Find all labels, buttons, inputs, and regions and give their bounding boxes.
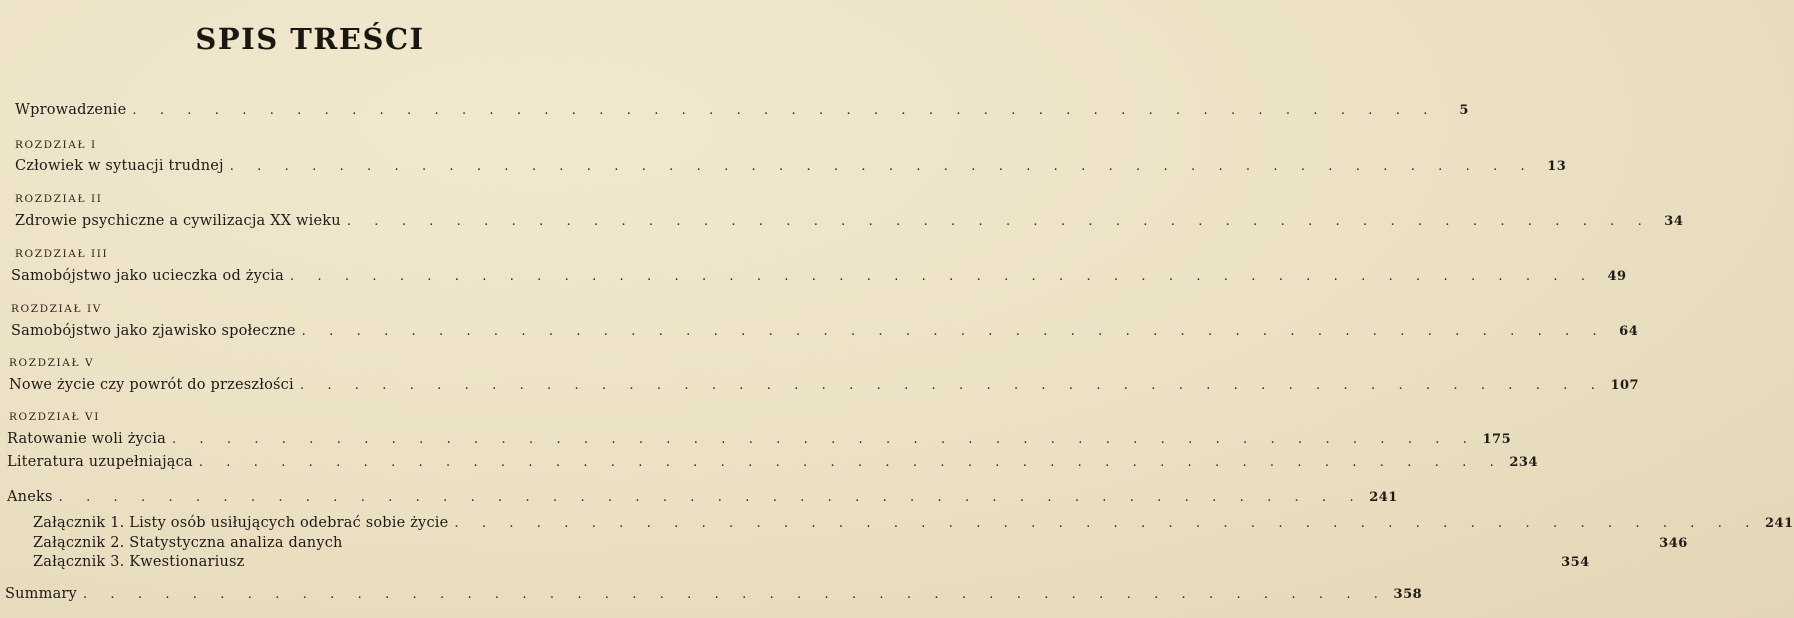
toc-page-number: 5 <box>1459 103 1469 118</box>
page-title: SPIS TREŚCI <box>195 22 425 56</box>
toc-entry-label: Załącznik 3. Kwestionariusz <box>33 554 245 570</box>
leader-dots: . . . . . . . . . . . . . . . . . . . . . . . . . . . . . . . . . . . . . . . . . . . . . . . . <box>289 269 1595 284</box>
leader-dots: . . . . . . . . . . . . . . . . . . . . . . . . . . . . . . . . . . . . . . . . . . . . . . . . <box>58 490 1364 505</box>
toc-entry-label: Summary <box>5 586 77 602</box>
chapter-heading: ROZDZIAŁ II <box>15 193 103 205</box>
toc-entry-label: Nowe życie czy powrót do przeszłości <box>9 377 294 393</box>
toc-entry-chapter-2[interactable] <box>15 210 1684 232</box>
toc-entry-chapter-5[interactable] <box>9 374 1640 396</box>
toc-page-number: 175 <box>1482 432 1512 447</box>
leader-dots: . . . . . . . . . . . . . . . . . . . . . . . . . . . . . . . . . . . . . . . . . . . . . . . . <box>301 324 1607 339</box>
toc-page-number: 241 <box>1369 490 1398 505</box>
toc-entry-annex[interactable] <box>7 486 1398 508</box>
leader-dots: . . . . . . . . . . . . . . . . . . . . . . . . . . . . . . . . . . . . . . . . . . . . . . . . <box>299 378 1605 393</box>
toc-entry-literature[interactable] <box>7 451 1539 473</box>
toc-entry-introduction[interactable] <box>15 99 1469 121</box>
toc-page-number: 107 <box>1610 378 1640 393</box>
toc-page-number: 34 <box>1664 214 1684 229</box>
toc-entry-label: Człowiek w sytuacji trudnej <box>15 158 224 174</box>
leader-dots: . . . . . . . . . . . . . . . . . . . . . . . . . . . . . . . . . . . . . . . . . . . . . . . . <box>229 159 1535 174</box>
toc-entry-summary[interactable] <box>5 583 1423 605</box>
leader-dots: . . . . . . . . . . . . . . . . . . . . . . . . . . . . . . . . . . . . . . . . . . . . . . . . <box>132 103 1437 118</box>
toc-page-number: 354 <box>1561 555 1590 570</box>
toc-entry-chapter-6[interactable] <box>7 428 1512 450</box>
leader-dots: . . . . . . . . . . . . . . . . . . . . . . . . . . . . . . . . . . . . . . . . . . . . . . . . <box>346 214 1652 229</box>
toc-entry-chapter-4[interactable] <box>11 320 1639 342</box>
toc-entry-label: Literatura uzupełniająca <box>7 454 193 470</box>
chapter-heading: ROZDZIAŁ VI <box>9 411 100 423</box>
toc-page-number: 346 <box>1659 536 1688 551</box>
toc-page-number: 241 <box>1764 516 1794 531</box>
toc-page-number: 49 <box>1607 269 1627 284</box>
chapter-heading: ROZDZIAŁ I <box>15 139 97 151</box>
chapter-heading: ROZDZIAŁ IV <box>11 303 102 315</box>
toc-entry-label: Ratowanie woli życia <box>7 431 166 447</box>
toc-entry-attachment-3[interactable] <box>33 551 1590 573</box>
toc-page-number: 358 <box>1393 587 1423 602</box>
toc-entry-chapter-3[interactable] <box>11 265 1627 287</box>
chapter-heading: ROZDZIAŁ V <box>9 357 95 369</box>
toc-page-number: 13 <box>1547 159 1567 174</box>
leader-dots: . . . . . . . . . . . . . . . . . . . . . . . . . . . . . . . . . . . . . . . . . . . . . . . . <box>82 587 1388 602</box>
toc-entry-label: Samobójstwo jako zjawisko społeczne <box>11 323 296 339</box>
toc-page-number: 234 <box>1509 455 1539 470</box>
toc-entry-label: Załącznik 1. Listy osób usiłujących odebrać sobie życie <box>33 515 449 531</box>
toc-entry-attachment-1[interactable] <box>33 512 1794 534</box>
toc-page-number: 64 <box>1619 324 1639 339</box>
toc-entry-label: Aneks <box>7 489 53 505</box>
toc-entry-label: Zdrowie psychiczne a cywilizacja XX wieku <box>15 213 341 229</box>
chapter-heading: ROZDZIAŁ III <box>15 248 109 260</box>
leader-dots: . . . . . . . . . . . . . . . . . . . . . . . . . . . . . . . . . . . . . . . . . . . . . . . . <box>171 432 1477 447</box>
toc-entry-label: Załącznik 2. Statystyczna analiza danych <box>33 535 343 551</box>
leader-dots: . . . . . . . . . . . . . . . . . . . . . . . . . . . . . . . . . . . . . . . . . . . . . . . . <box>198 455 1504 470</box>
leader-dots: . . . . . . . . . . . . . . . . . . . . . . . . . . . . . . . . . . . . . . . . . . . . . . . . <box>454 516 1759 531</box>
toc-entry-chapter-1[interactable] <box>15 155 1567 177</box>
toc-entry-label: Wprowadzenie <box>15 102 127 118</box>
toc-entry-label: Samobójstwo jako ucieczka od życia <box>11 268 284 284</box>
